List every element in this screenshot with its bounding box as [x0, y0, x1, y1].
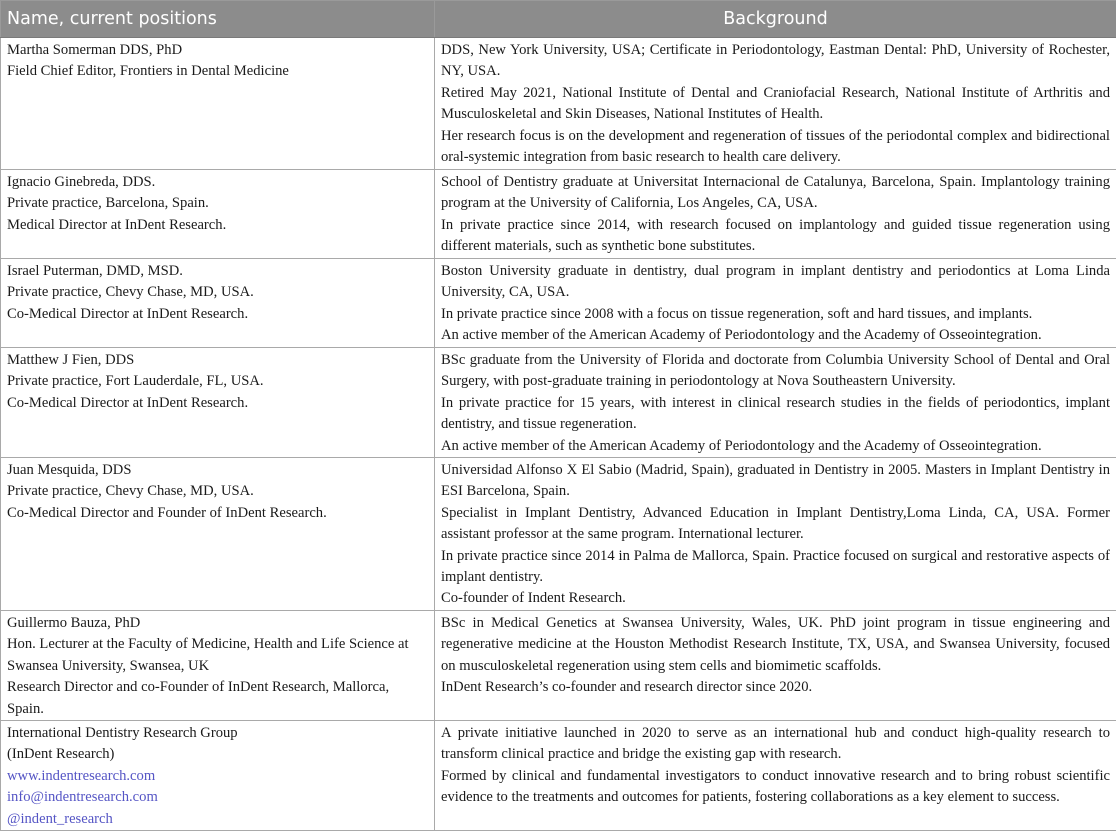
background-cell	[435, 611, 1116, 721]
organization-name: International Dentistry Research Group	[7, 725, 238, 742]
table-row	[1, 170, 1116, 259]
background-paragraph: BSc in Medical Genetics at Swansea University, Wales, UK. PhD joint program in tissue engineering and regenerative medicine at the Houston Methodist Research Institute, TX, USA, and Swansea University, focused on musculoskeletal regeneration using stem cells and biomimetic scaffolds.	[441, 615, 1110, 674]
position-line: Co-Medical Director and Founder of InDent Research.	[7, 504, 327, 521]
background-cell	[435, 348, 1116, 458]
column-header-name: Name, current positions	[1, 1, 435, 38]
background-cell	[435, 259, 1116, 348]
position-line: Private practice, Barcelona, Spain.	[7, 195, 209, 212]
background-cell	[435, 38, 1116, 170]
position-line: Co-Medical Director at InDent Research.	[7, 305, 249, 322]
person-name: Guillermo Bauza, PhD	[7, 615, 141, 632]
position-line: Private practice, Chevy Chase, MD, USA.	[7, 284, 254, 301]
background-cell	[435, 721, 1116, 831]
person-name: Ignacio Ginebreda, DDS.	[7, 174, 156, 190]
name-cell	[1, 611, 435, 721]
name-cell	[1, 170, 435, 259]
organization-short-name: (InDent Research)	[7, 746, 115, 763]
background-paragraph: DDS, New York University, USA; Certificate in Periodontology, Eastman Dental: PhD, University of Rochester, NY, USA.	[441, 42, 1110, 80]
table-row	[1, 38, 1116, 170]
background-paragraph: Retired May 2021, National Institute of Dental and Craniofacial Research, National Institute of Arthritis and Musculoskeletal and Skin Diseases, National Institutes of Health.	[441, 84, 1110, 123]
column-header-background: Background	[435, 1, 1116, 38]
background-paragraph: Her research focus is on the development and regeneration of tissues of the periodontal complex and bidirectional oral-systemic integration from basic research to health care delivery.	[441, 127, 1110, 166]
background-paragraph: In private practice since 2008 with a focus on tissue regeneration, soft and hard tissues, and implants.	[441, 305, 1033, 322]
position-line: Co-Medical Director at InDent Research.	[7, 394, 249, 411]
table-header-row	[1, 1, 1116, 38]
background-paragraph: In private practice since 2014 in Palma de Mallorca, Spain. Practice focused on surgical and restorative aspects of implant dentistry.	[441, 547, 1110, 586]
background-paragraph: Specialist in Implant Dentistry, Advanced Education in Implant Dentistry,Loma Linda, CA, USA. Former assistant professor at the same program. International lecturer.	[441, 504, 1110, 543]
website-link[interactable]: www.indentresearch.com	[7, 767, 156, 784]
person-name: Martha Somerman DDS, PhD	[7, 42, 183, 58]
position-line: Private practice, Chevy Chase, MD, USA.	[7, 483, 254, 500]
position-line: Medical Director at InDent Research.	[7, 216, 227, 233]
table-row	[1, 611, 1116, 721]
background-paragraph: Co-founder of Indent Research.	[441, 590, 626, 607]
background-paragraph: In private practice for 15 years, with interest in clinical research studies in the fields of periodontics, implant dentistry, and tissue regeneration.	[441, 394, 1110, 433]
background-paragraph: An active member of the American Academy of Periodontology and the Academy of Osseointegration.	[441, 327, 1042, 344]
background-paragraph: An active member of the American Academy of Periodontology and the Academy of Osseointegration.	[441, 437, 1042, 454]
table-row	[1, 458, 1116, 611]
background-paragraph: A private initiative launched in 2020 to serve as an international hub and conduct high-quality research to transform clinical practice and bridge the existing gap with research.	[441, 725, 1110, 763]
background-paragraph: Boston University graduate in dentistry, dual program in implant dentistry and periodontics at Loma Linda University, CA, USA.	[441, 263, 1110, 301]
position-line: Hon. Lecturer at the Faculty of Medicine, Health and Life Science at Swansea University, Swansea, UK	[7, 636, 409, 674]
background-paragraph: BSc graduate from the University of Florida and doctorate from Columbia University School of Dental and Oral Surgery, with post-graduate training in periodontology at Nova Southeastern University.	[441, 352, 1110, 390]
name-cell	[1, 348, 435, 458]
background-cell	[435, 170, 1116, 259]
background-cell	[435, 458, 1116, 611]
position-line: Field Chief Editor, Frontiers in Dental Medicine	[7, 63, 289, 80]
position-line: Private practice, Fort Lauderdale, FL, USA.	[7, 373, 264, 390]
person-name: Juan Mesquida, DDS	[7, 462, 132, 479]
name-cell	[1, 259, 435, 348]
person-name: Matthew J Fien, DDS	[7, 352, 135, 368]
name-cell	[1, 458, 435, 611]
table-row	[1, 348, 1116, 458]
background-paragraph: Formed by clinical and fundamental investigators to conduct innovative research and to bring robust scientific evidence to the treatments and outcomes for patients, fostering collaborations as a key element to success.	[441, 767, 1110, 806]
person-name: Israel Puterman, DMD, MSD.	[7, 263, 183, 279]
background-paragraph: School of Dentistry graduate at Universitat Internacional de Catalunya, Barcelona, Spain. Implantology training program at the University of California, Los Angeles, CA, USA.	[441, 174, 1110, 212]
email-link[interactable]: info@indentresearch.com	[7, 789, 158, 806]
background-paragraph: InDent Research’s co-founder and research director since 2020.	[441, 679, 813, 696]
background-paragraph: Universidad Alfonso X El Sabio (Madrid, Spain), graduated in Dentistry in 2005. Masters in Implant Dentistry in ESI Barcelona, Spain.	[441, 462, 1110, 500]
table-row	[1, 259, 1116, 348]
background-paragraph: In private practice since 2014, with research focused on implantology and guided tissue regeneration using different materials, such as synthetic bone substitutes.	[441, 216, 1110, 255]
name-cell	[1, 38, 435, 170]
social-handle-link[interactable]: @indent_research	[7, 810, 113, 827]
name-cell	[1, 721, 435, 831]
table-row	[1, 721, 1116, 831]
position-line: Research Director and co-Founder of InDent Research, Mallorca, Spain.	[7, 679, 390, 717]
